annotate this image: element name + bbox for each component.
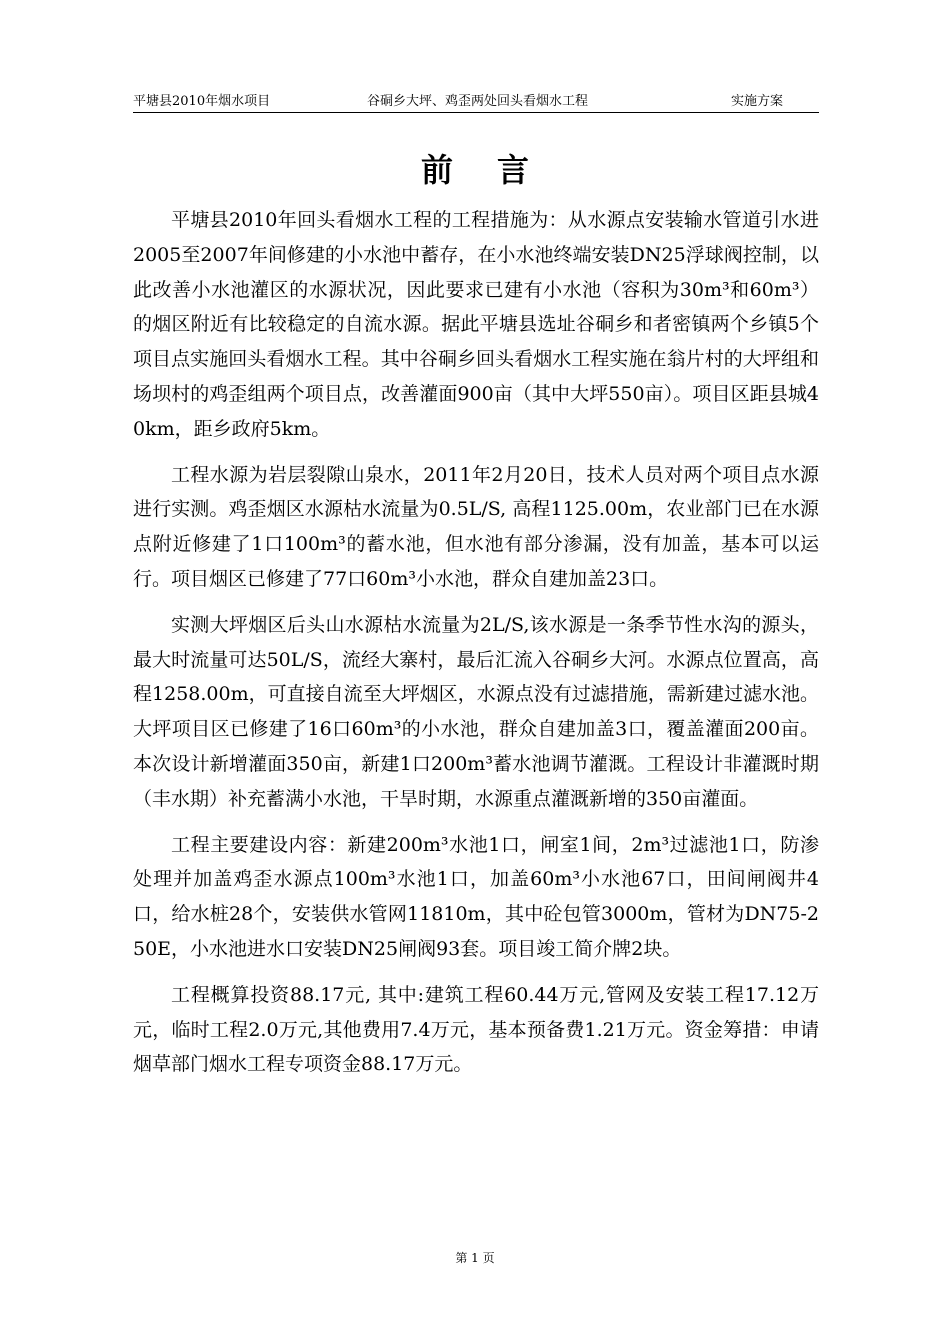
paragraph-water-source: 工程水源为岩层裂隙山泉水，2011年2月20日，技术人员对两个项目点水源进行实测。鸡歪烟区水源枯水流量为0.5L/S, 高程1125.00m，农业部门已在水源点附近修建了1口100m³的蓄水池，但水池有部分渗漏，没有加盖，基本可以运行。项目烟区已修建了77口60m³小水池，群众自建加盖23口。	[133, 463, 819, 590]
paragraph-construction-content: 工程主要建设内容：新建200m³水池1口，闸室1间，2m³过滤池1口，防渗处理并加盖鸡歪水源点100m³水池1口，加盖60m³小水池67口，田间闸阀井4口，给水桩28个，安装供水管网11810m，其中砼包管3000m，管材为DN75-250E，小水池进水口安装DN25闸阀93套。项目竣工简介牌2块。	[133, 833, 819, 960]
paragraph-investment: 工程概算投资88.17元, 其中:建筑工程60.44万元,管网及安装工程17.12万元，临时工程2.0万元,其他费用7.4万元，基本预备费1.21万元。资金筹措：申请烟草部门烟水工程专项资金88.17万元。	[133, 983, 819, 1076]
page-title: 前言	[420, 151, 573, 189]
header-project-name: 平塘县2010年烟水项目	[133, 94, 271, 109]
header-doc-type: 实施方案	[731, 94, 784, 109]
header-project-title: 谷硐乡大坪、鸡歪两处回头看烟水工程	[367, 94, 589, 109]
page-header	[133, 92, 819, 113]
paragraph-daping-survey: 实测大坪烟区后头山水源枯水流量为2L/S,该水源是一条季节性水沟的源头，最大时流量可达50L/S，流经大寨村，最后汇流入谷硐乡大河。水源点位置高，高程1258.00m，可直接自流至大坪烟区，水源点没有过滤措施，需新建过滤水池。大坪项目区已修建了16口60m³的小水池，群众自建加盖3口，覆盖灌面200亩。本次设计新增灌面350亩，新建1口200m³蓄水池调节灌溉。工程设计非灌溉时期（丰水期）补充蓄满小水池，干旱时期，水源重点灌溉新增的350亩灌面。	[133, 613, 819, 810]
page-number: 第 1 页	[455, 1251, 495, 1265]
paragraph-project-measures: 平塘县2010年回头看烟水工程的工程措施为：从水源点安装输水管道引水进2005至2007年间修建的小水池中蓄存，在小水池终端安装DN25浮球阀控制，以此改善小水池灌区的水源状况，因此要求已建有小水池（容积为30m³和60m³）的烟区附近有比较稳定的自流水源。据此平塘县选址谷硐乡和者密镇两个乡镇5个项目点实施回头看烟水工程。其中谷硐乡回头看烟水工程实施在翁片村的大坪组和场坝村的鸡歪组两个项目点，改善灌面900亩（其中大坪550亩）。项目区距县城40km，距乡政府5km。	[133, 209, 819, 440]
document-body	[133, 203, 819, 1093]
